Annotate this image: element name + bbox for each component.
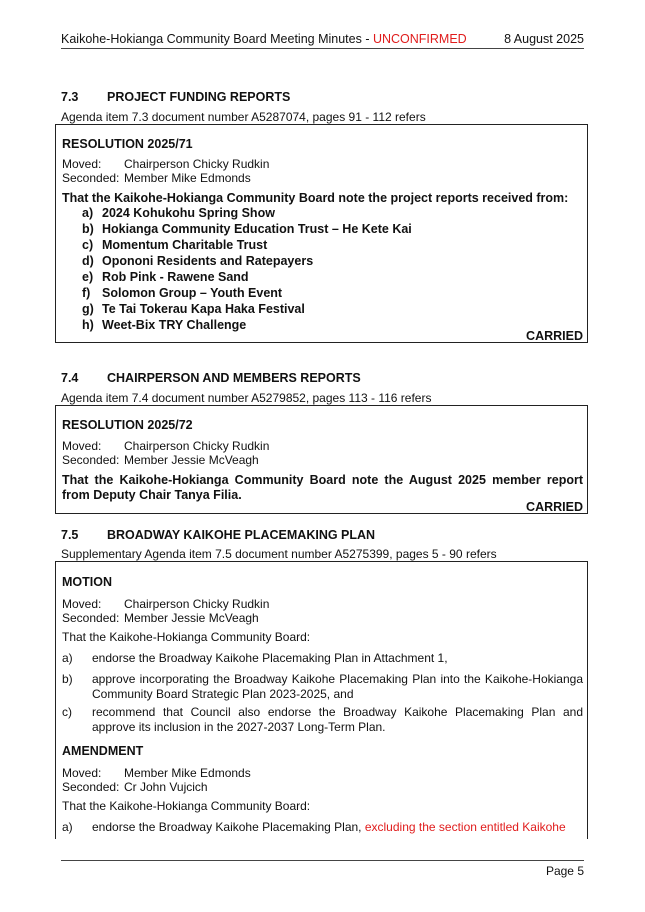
- section-7-5-agenda: Supplementary Agenda item 7.5 document number A5275399, pages 5 - 90 refers: [61, 547, 497, 561]
- moved-line: [62, 157, 269, 171]
- seconded-line: [62, 171, 251, 185]
- list-item: [82, 254, 313, 268]
- resolution-box-2025-72: [55, 405, 588, 514]
- resolution-title: RESOLUTION 2025/71: [62, 137, 193, 151]
- amendment-item: [62, 820, 583, 835]
- amendment-intro: That the Kaikohe-Hokianga Community Board:: [62, 799, 311, 813]
- header-divider: [61, 48, 584, 49]
- amendment-seconded-line: [62, 780, 208, 794]
- item-letter: a): [62, 651, 73, 665]
- section-7-4-heading: [61, 371, 361, 385]
- seconded-label: Seconded:: [62, 171, 120, 185]
- seconded-by: Member Jessie McVeagh: [124, 453, 259, 467]
- motion-box: [55, 561, 588, 839]
- item-text: Hokianga Community Education Trust – He Kete Kai: [102, 222, 412, 236]
- list-item: [82, 222, 412, 236]
- seconded-label: Seconded:: [62, 780, 120, 794]
- resolution-box-2025-71: [55, 124, 588, 343]
- item-letter: b): [62, 672, 73, 686]
- amendment-change-text: excluding the section entitled Kaikohe: [364, 820, 566, 834]
- resolution-text: That the Kaikohe-Hokianga Community Board note the August 2025 member report from Deputy Chair Tanya Filia.: [62, 473, 583, 502]
- amendment-text: endorse the Broadway Kaikohe Placemaking Plan,: [92, 820, 365, 834]
- list-item: [82, 238, 267, 252]
- section-7-5-heading: [61, 528, 375, 542]
- resolution-text: That the Kaikohe-Hokianga Community Board note the project reports received from:: [62, 191, 569, 205]
- section-7-4-agenda: Agenda item 7.4 document number A5279852, pages 113 - 116 refers: [61, 391, 432, 405]
- seconded-by: Member Jessie McVeagh: [124, 611, 259, 625]
- item-letter: d): [82, 254, 94, 268]
- item-letter: h): [82, 318, 94, 332]
- carried-label: CARRIED: [526, 500, 583, 514]
- moved-label: Moved:: [62, 597, 102, 611]
- header-title: [61, 32, 467, 46]
- moved-line: [62, 597, 269, 611]
- item-letter: a): [82, 206, 94, 220]
- item-text: approve incorporating the Broadway Kaikohe Placemaking Plan into the Kaikohe-Hokianga Community Board Strategic Plan 2023-2025, and: [92, 672, 583, 701]
- motion-intro: That the Kaikohe-Hokianga Community Board:: [62, 630, 311, 644]
- seconded-line: [62, 611, 259, 625]
- section-number: 7.5: [61, 528, 79, 542]
- header-title-text: Kaikohe-Hokianga Community Board Meeting Minutes -: [61, 32, 373, 46]
- item-text: Weet-Bix TRY Challenge: [102, 318, 247, 332]
- moved-label: Moved:: [62, 766, 102, 780]
- item-text: [92, 820, 583, 835]
- item-text: 2024 Kohukohu Spring Show: [102, 206, 275, 220]
- moved-line: [62, 439, 269, 453]
- amendment-title: AMENDMENT: [62, 744, 144, 758]
- moved-by: Chairperson Chicky Rudkin: [124, 439, 270, 453]
- item-letter: g): [82, 302, 94, 316]
- section-7-3-agenda: Agenda item 7.3 document number A5287074, pages 91 - 112 refers: [61, 110, 426, 124]
- motion-item: [62, 651, 583, 666]
- item-letter: a): [62, 820, 73, 834]
- section-title: PROJECT FUNDING REPORTS: [107, 90, 291, 104]
- seconded-line: [62, 453, 259, 467]
- item-text: endorse the Broadway Kaikohe Placemaking Plan in Attachment 1,: [92, 651, 448, 665]
- item-letter: c): [82, 238, 94, 252]
- seconded-label: Seconded:: [62, 611, 120, 625]
- resolution-title: RESOLUTION 2025/72: [62, 418, 193, 432]
- moved-by: Chairperson Chicky Rudkin: [124, 157, 270, 171]
- motion-item: [62, 705, 583, 735]
- item-text: recommend that Council also endorse the Broadway Kaikohe Placemaking Plan and approve its inclusion in the 2027-2037 Long-Term Plan.: [92, 705, 583, 734]
- list-item: [82, 286, 282, 300]
- section-title: CHAIRPERSON AND MEMBERS REPORTS: [107, 371, 361, 385]
- item-text: Momentum Charitable Trust: [102, 238, 268, 252]
- moved-by: Member Mike Edmonds: [124, 766, 251, 780]
- motion-item: [62, 672, 583, 702]
- item-letter: b): [82, 222, 94, 236]
- footer-divider: [61, 860, 584, 861]
- list-item: [82, 318, 246, 332]
- moved-by: Chairperson Chicky Rudkin: [124, 597, 270, 611]
- list-item: [82, 206, 275, 220]
- page-header: [61, 32, 584, 46]
- section-number: 7.3: [61, 90, 79, 104]
- item-text: Solomon Group – Youth Event: [102, 286, 283, 300]
- motion-title: MOTION: [62, 575, 112, 589]
- list-item: [82, 270, 249, 284]
- item-letter: f): [82, 286, 91, 300]
- item-text: Rob Pink - Rawene Sand: [102, 270, 249, 284]
- moved-label: Moved:: [62, 157, 102, 171]
- item-text: Te Tai Tokerau Kapa Haka Festival: [102, 302, 305, 316]
- item-text: Opononi Residents and Ratepayers: [102, 254, 314, 268]
- seconded-by: Member Mike Edmonds: [124, 171, 251, 185]
- item-letter: c): [62, 705, 72, 719]
- page-number: Page 5: [545, 864, 584, 878]
- section-number: 7.4: [61, 371, 79, 385]
- seconded-label: Seconded:: [62, 453, 120, 467]
- item-letter: e): [82, 270, 94, 284]
- seconded-by: Cr John Vujcich: [124, 780, 208, 794]
- carried-label: CARRIED: [526, 329, 583, 343]
- moved-label: Moved:: [62, 439, 102, 453]
- list-item: [82, 302, 305, 316]
- unconfirmed-label: UNCONFIRMED: [372, 32, 467, 46]
- amendment-moved-line: [62, 766, 251, 780]
- section-title: BROADWAY KAIKOHE PLACEMAKING PLAN: [107, 528, 376, 542]
- section-7-3-heading: [61, 90, 290, 104]
- header-date: 8 August 2025: [504, 32, 584, 46]
